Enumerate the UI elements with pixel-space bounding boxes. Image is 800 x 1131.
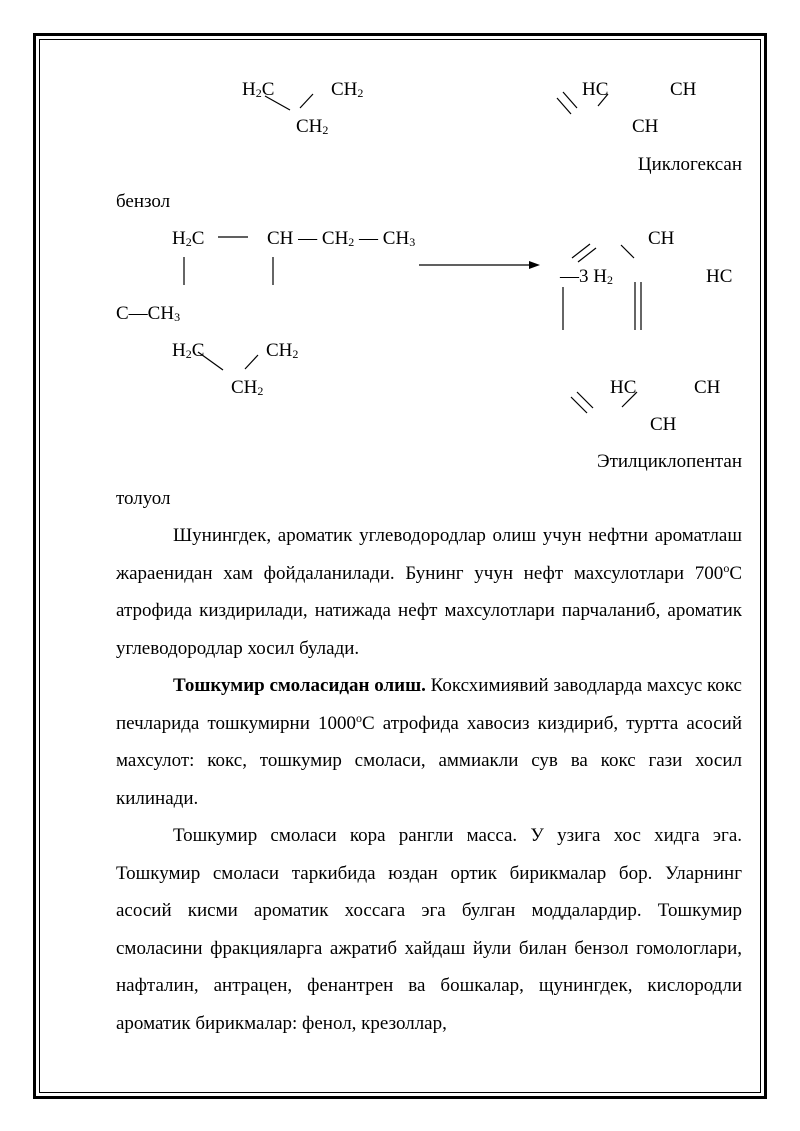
toluene-ch-bottom-right: CH [694, 377, 721, 398]
label-cyclohexane: Циклогексан [637, 154, 742, 175]
benzene-hc: HC [582, 79, 609, 100]
ethylcyclopentane-ch2-right: $CH_2$ [266, 340, 299, 361]
cyclohexane-ch2-bottom: $CH_2$ [296, 116, 329, 137]
body-text [116, 517, 742, 1042]
reagent-3h2: —3 $H_2$ [560, 266, 613, 287]
toluene-ch-last: CH [650, 414, 677, 435]
cyclohexane-h2c: $H_2C$ [242, 79, 275, 100]
cyclohexane-ch2-right: $CH_2$ [331, 79, 364, 100]
toluene-hc-right: HC [706, 266, 733, 287]
paragraph-2-heading: Тошкумир смоласидан олиш. [173, 675, 426, 696]
label-toluene: толуол [116, 488, 171, 509]
label-benzene: бензол [116, 191, 171, 212]
benzene-ch-right: CH [670, 79, 697, 100]
paragraph-3: Тошкумир смоласи кора рангли масса. У узига хос хидга эга. Тошкумир смоласи таркибида юздан ортик бирикмалар бор. Уларнинг асосий кисми ароматик хоссага эга булган моддалардир. Тошкумир смоласини фракцияларга ажратиб хайдаш йули билан бензол гомологлари, нафталин, антрацен, фенантрен ва бошкалар, щунингдек, кислородли ароматик бирикмалар: фенол, крезоллар, [116, 825, 742, 1034]
label-ethylcyclopentane: Этилциклопентан [597, 451, 742, 472]
paragraph-1: Шунингдек, ароматик углеводородлар олиш учун нефтни ароматлаш жараенидан хам фойдаланилади. Бунинг учун нефт махсулотлари 700$^o$С атрофида киздирилади, натижада нефт махсулотлари парчаланиб, ароматик углеводородлар хосил булади. [116, 525, 742, 659]
benzene-ch-bottom: CH [632, 116, 659, 137]
paragraph-2: Тошкумир смоласидан олиш. Коксхимиявий заводларда махсус кокс печларида тошкумирни 1000$^o$С атрофида хавосиз киздириб, туртта асосий махсулот: кокс, тошкумир смоласи, аммиакли сув ва кокс гази хосил килинади. [116, 675, 742, 809]
toluene-c-ch3: $C—CH_3$ [116, 303, 181, 324]
toluene-hc-bottom: HC [610, 377, 637, 398]
ethylcyclopentane-chain: CH — $CH_2$ — $CH_3$ [267, 228, 416, 249]
ethylcyclopentane-h2c: $H_2C$ [172, 228, 205, 249]
ethylcyclopentane-ch2-bottom: $CH_2$ [231, 377, 264, 398]
ethylcyclopentane-h2c-lower: $H_2C$ [172, 340, 205, 361]
toluene-ch-top: CH [648, 228, 675, 249]
